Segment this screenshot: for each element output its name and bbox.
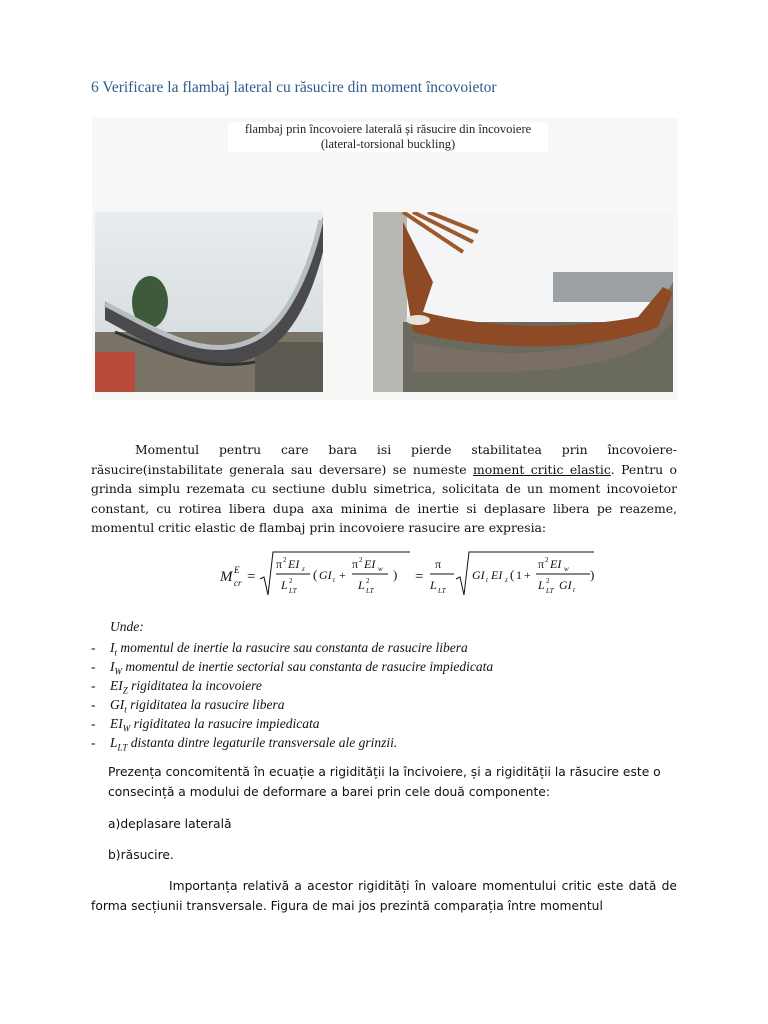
critical-moment-term: moment critic elastic [473,461,611,477]
formula-git: GI [319,568,332,582]
formula-eiz: EI [288,557,300,571]
formula-eiz-sub: z [302,565,305,573]
definition-item: - $GI_t$ rigiditatea la rasucire libera [91,697,285,715]
formula-l3-sub: LT [438,587,446,595]
formula-git3-sub: t [573,586,575,594]
figure-caption [228,122,548,152]
svg-text:): ) [590,567,595,582]
component-a: a)deplasare laterală [108,817,232,831]
formula-l2: L [358,578,365,592]
formula-one: 1 [516,568,522,582]
formula-l2-sub: LT [366,587,374,595]
photo-buckled-beam-left [95,212,323,392]
definitions-list [91,638,651,752]
svg-text:(: ( [313,567,318,582]
formula-eq1: = [247,569,256,585]
formula-lhs: M [220,569,233,585]
formula-eiz2: EI [491,568,503,582]
definition-item: - $I_t$ momentul de inertie la rasucire sau constanta de rasucire libera [91,640,468,658]
formula-l1: L [281,578,288,592]
presence-paragraph: Prezența concomitentă în ecuație a rigidității la încivoiere, și a rigidității la răsucire este o consecință a modului de deformare a barei prin cele două componente: [108,765,661,799]
svg-text:(: ( [510,567,515,582]
formula-pi2-a: π [276,557,283,571]
formula-git-sub: t [333,576,335,584]
intro-paragraph [91,440,677,538]
formula-eiw2-sub: w [564,565,569,573]
svg-text:+: + [524,568,531,582]
formula-pi2-c: π [538,557,545,571]
formula-pi2-c-exp: 2 [545,556,549,564]
formula-eiw-sub: w [378,565,383,573]
formula-eiz2-sub: z [505,576,508,584]
formula-git2: GI [472,568,485,582]
intro-text-2: . Pentru o grinda simplu rezemata cu sectiune dublu simetrica, solicitata de un moment incovoietor constant, cu rotirea libera dupa axa minima de inertie si deplasare libera pe reazeme, momentul critic elastic de flambaj prin incovoiere rasucire are expresia: [91,461,677,535]
figure-caption-line2: (lateral-torsional buckling) [320,137,456,151]
svg-text:): ) [393,567,398,582]
formula-l1-exp: 2 [289,577,293,585]
formula-git3: GI [559,578,572,592]
formula-l2-exp: 2 [366,577,370,585]
formula-pi2-a-exp: 2 [283,556,287,564]
formula-eiw2: EI [550,557,562,571]
photo-collapsed-girder-right [373,212,673,392]
formula-pi2-b: π [352,557,359,571]
formula-git2-sub: t [486,576,488,584]
formula-l3: L [430,578,437,592]
formula-l1-sub: LT [289,587,297,595]
definition-item: - $L_{LT}$ distanta dintre legaturile transversale ale grinzii. [91,735,398,753]
svg-text:+: + [339,568,346,582]
formula-pi: π [435,557,442,571]
formula-eq2: = [415,569,424,585]
closing-paragraph: Importanța relativă a acestor rigidități în valoare momentului critic este dată de forma secțiunii transversale. Figura de mai jos prezintă comparația între momentul [91,879,677,913]
definitions-title: Unde: [110,619,144,634]
definition-item: - $EI_W$ rigiditatea la rasucire impiedicata [91,716,320,734]
definition-item: - $I_W$ momentul de inertie sectorial sau constanta de rasucire impiedicata [91,659,494,677]
intro-text-1: Momentul pentru care bara isi pierde stabilitatea prin încovoiere-răsucire(instabilitate generala sau deversare) se numeste [91,442,677,477]
formula-pi2-b-exp: 2 [359,556,363,564]
critical-moment-formula [218,549,596,601]
section-heading: 6 Verificare la flambaj lateral cu răsucire din moment încovoietor [91,79,497,96]
formula-l4: L [538,578,545,592]
formula-eiw: EI [364,557,376,571]
formula-lhs-sub: cr [234,578,242,588]
figure-caption-line1: flambaj prin încovoiere laterală și răsucire din încovoiere [244,122,532,136]
formula-lhs-sup: E [234,565,240,575]
formula-l4-exp: 2 [546,577,550,585]
definition-item: - $EI_Z$ rigiditatea la incovoiere [91,678,262,696]
component-b: b)răsucire. [108,848,174,862]
formula-l4-sub: LT [546,587,554,595]
